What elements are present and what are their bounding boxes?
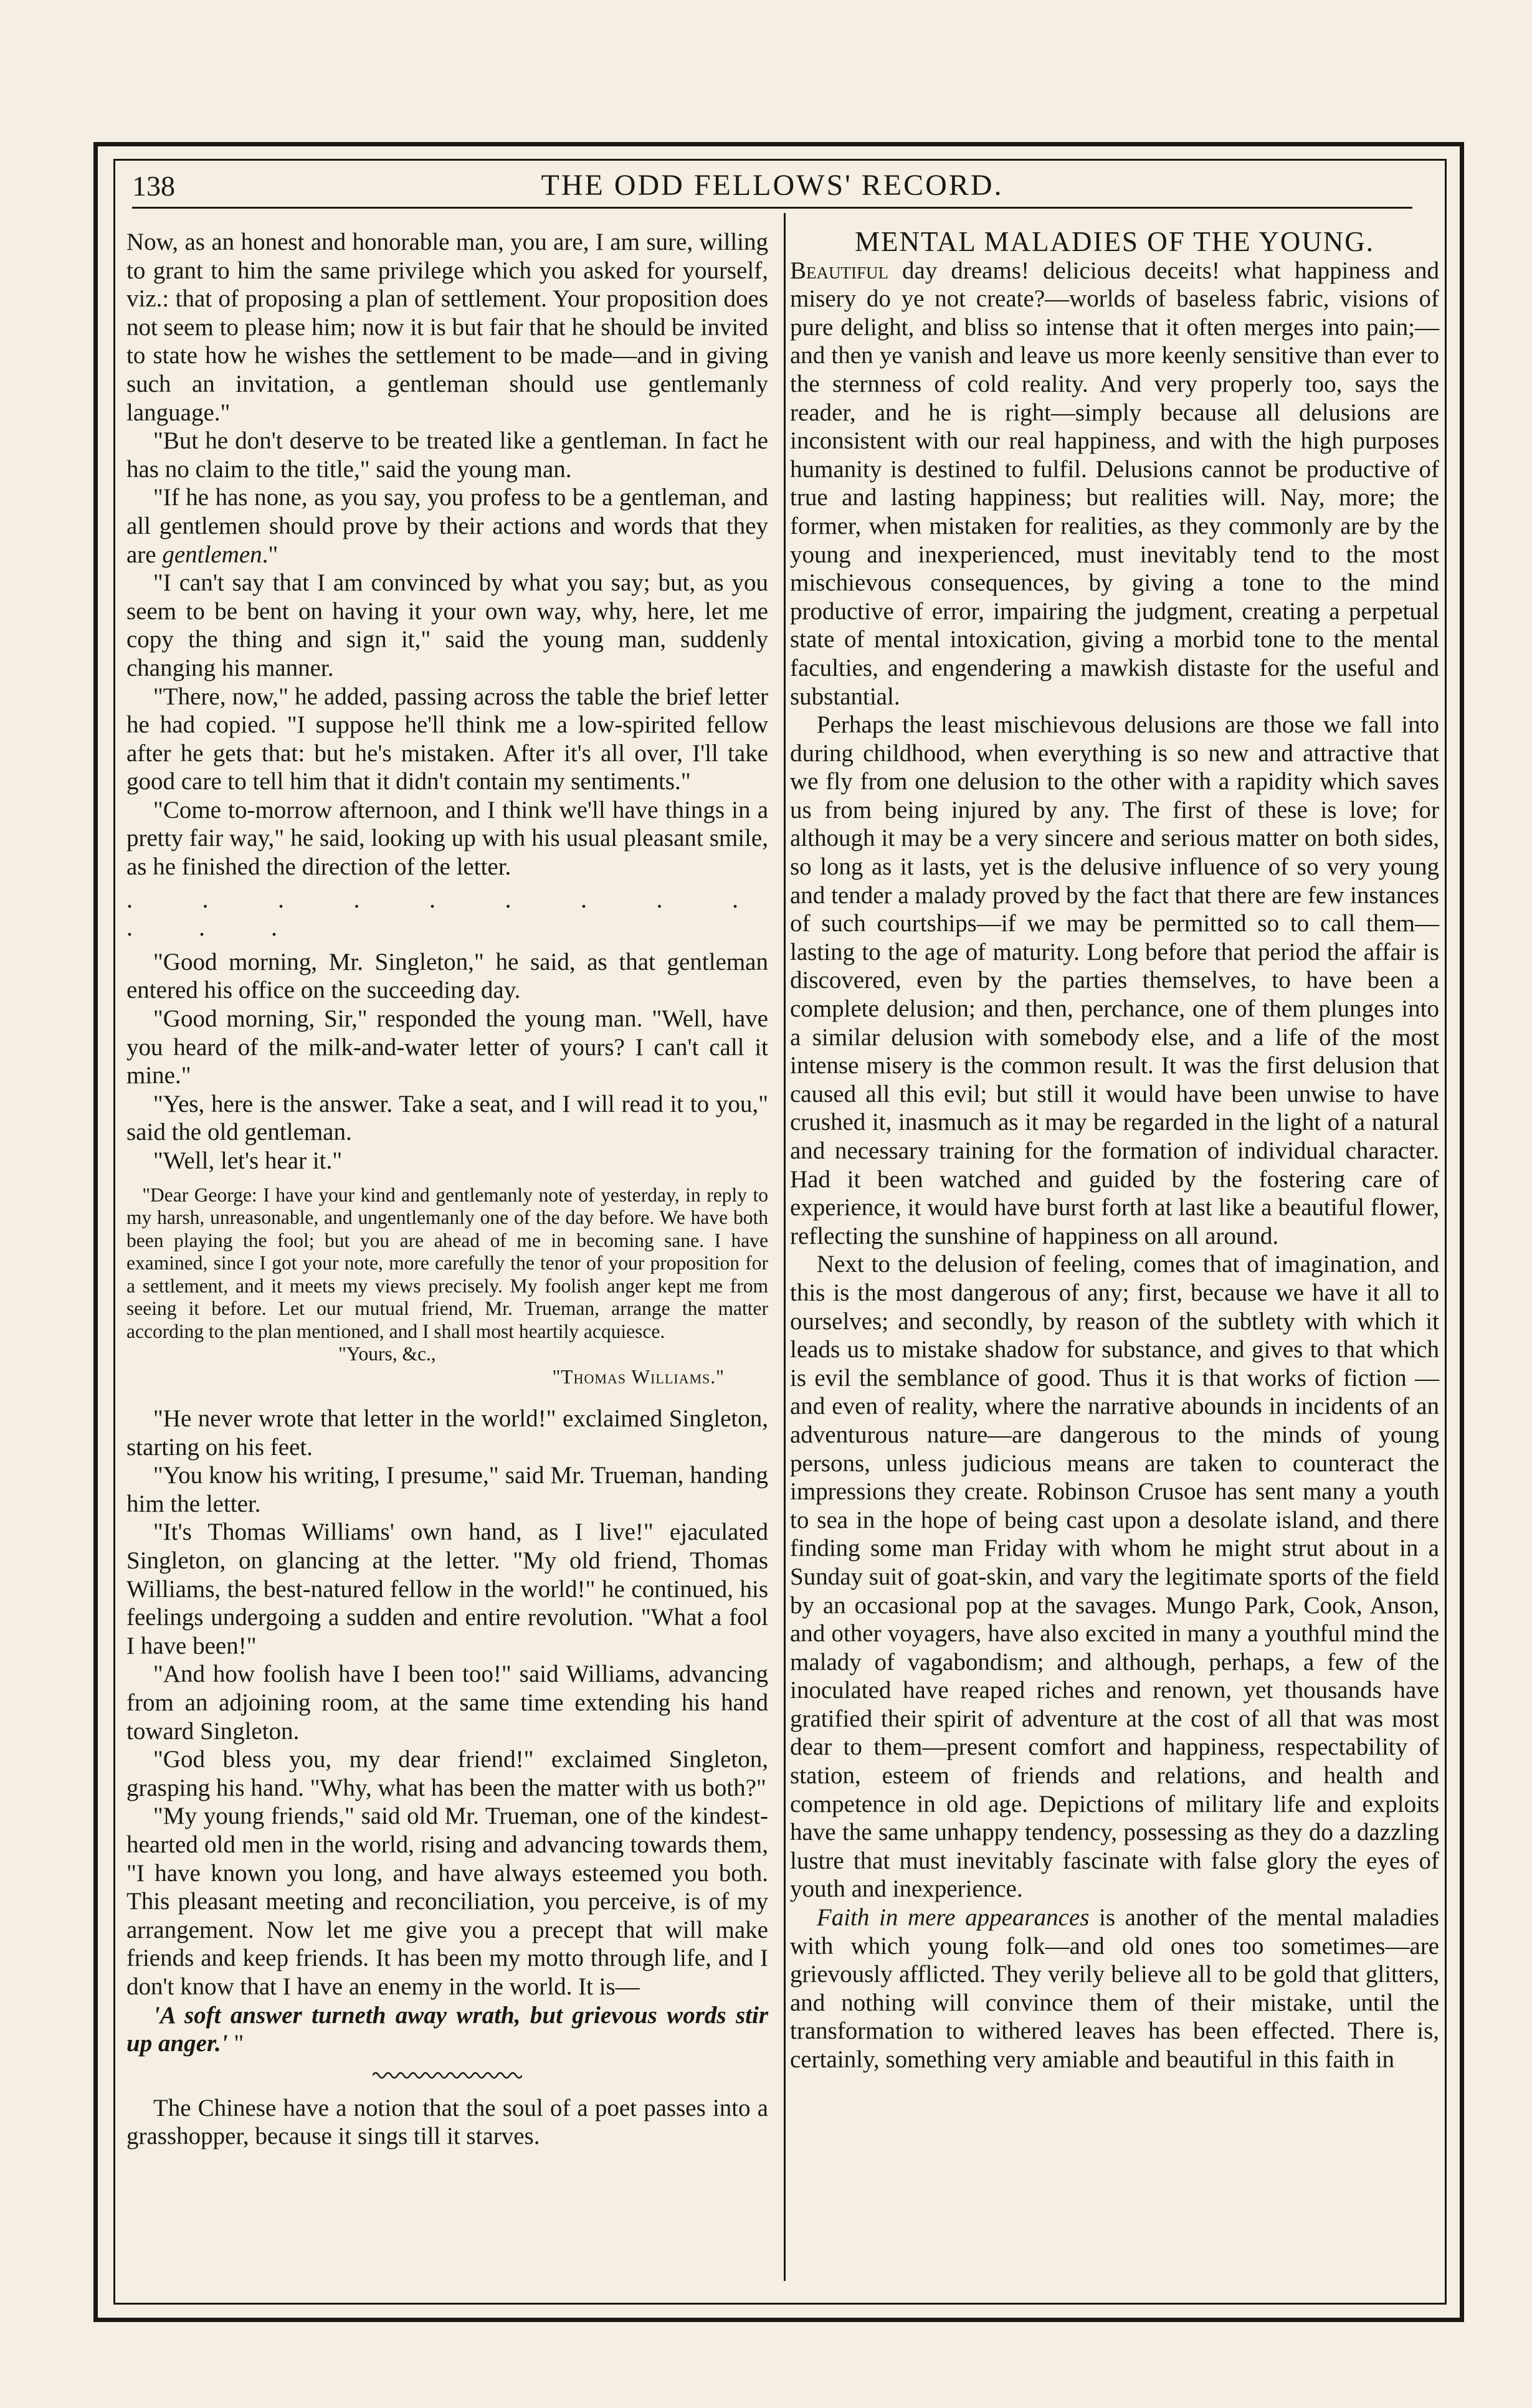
running-title: THE ODD FELLOWS' RECORD. (541, 169, 1004, 202)
right-column (790, 228, 1439, 2074)
lead-word: Beautiful (790, 257, 888, 284)
paragraph: Next to the delusion of feeling, comes that of imagination, and this is the most dangerous of any; first, because we have it all to ourselves; and secondly, by reason of the subtlety with which it leads us to mistake shadow for substance, and gives to that which is evil the semblance of good. Thus it is that works of fiction —and even of reality, where the narrative abounds in incidents of an adventurous nature—are dangerous to the minds of young persons, unless judicious means are taken to counteract the impressions they create. Robinson Crusoe has sent many a youth to sea in the hope of being cast upon a desolate island, and there finding some man Friday with whom he might strut about in a Sunday suit of goat-skin, and vary the legitimate sports of the field by an occasional pop at the savages. Mungo Park, Cook, Anson, and other voyagers, have also excited in many a youthful mind the malady of vagabondism; and although, perhaps, a few of the inoculated have reaped riches and renown, yet thousands have gratified their spirit of adventure at the cost of all that was most dear to them—present comfort and happiness, respectability of station, esteem of friends and relations, and health and competence in old age. Depictions of military life and exploits have the same unhappy tendency, possessing as they do a dazzling lustre that must inevitably fascinate with false glory the eyes of youth and inexperience. (790, 1251, 1439, 1903)
paragraph: "Come to-morrow afternoon, and I think we'll have things in a pretty fair way," he said, looking up with his usual pleasant smile, as he finished the direction of the letter. (126, 796, 768, 881)
article-title: MENTAL MALADIES OF THE YOUNG. (855, 226, 1374, 257)
paragraph: "Yes, here is the answer. Take a seat, and I will read it to you," said the old gentleman. (126, 1090, 768, 1146)
paragraph: "But he don't deserve to be treated like a gentleman. In fact he has no claim to the title," said the young man. (126, 427, 768, 483)
paragraph: "And how foolish have I been too!" said Williams, advancing from an adjoining room, at the same time extending his hand toward Singleton. (126, 1661, 768, 1745)
wavy-divider (126, 2068, 768, 2085)
paragraph: "There, now," he added, passing across the table the brief letter he had copied. "I suppose he'll think me a low-spirited fellow after he gets that: but he's mistaken. After it's all over, I'll take good care to tell him that it didn't contain my sentiments." (126, 683, 768, 795)
page-header (132, 163, 1412, 207)
paragraph: Beautiful day dreams! delicious deceits! what happiness and misery do ye not create?—worlds of baseless fabric, visions of pure delight, and bliss so intense that it often merges into pain;—and then ye vanish and leave us more keenly sensitive than ever to the sternness of cold reality. And very properly too, says the reader, and he is right—simply because all delusions are inconsistent with our real happiness, and with the high purposes humanity is destined to fulfil. Delusions cannot be productive of true and lasting happiness; but realities will. Nay, more; the former, when mistaken for realities, as they commonly are by the young and inexperienced, must inevitably tend to the most mischievous consequences, by giving a tone to the mind productive of error, impairing the judgment, creating a perpetual state of mental intoxication, giving a morbid tone to the mental faculties, and engendering a mawkish distaste for the useful and substantial. (790, 257, 1439, 710)
quoted-letter (126, 1184, 768, 1389)
emphasis: gentlemen (162, 541, 262, 568)
emphasis: Faith in mere appearances (816, 1904, 1090, 1932)
paragraph: "My young friends," said old Mr. Trueman, one of the kindest-hearted old men in the world, rising and advancing towards them, "I have known you long, and have always esteemed you both. This pleasant meeting and reconciliation, you perceive, is of my arrangement. Now let me give you a precept that will make friends and keep friends. It has been my motto through life, and I don't know that I have an enemy in the world. It is— (126, 1803, 768, 2000)
letter-signature: "Thomas Williams." (552, 1365, 725, 1388)
column-divider (784, 213, 786, 2281)
left-column (126, 228, 768, 2151)
spacer (126, 1388, 768, 1405)
paragraph: "I can't say that I am convinced by what you say; but, as you seem to be bent on having it your own way, why, here, let me copy the thing and sign it," said the young man, suddenly changing his manner. (126, 569, 768, 681)
paragraph: Faith in mere appearances is another of the mental maladies with which young folk—and old ones too sometimes—are grievously afflicted. They verily believe all to be gold that glitters, and nothing will convince them of their mistake, until the transformation to withered leaves has been effected. There is, certainly, something very amiable and beautiful in this faith in (790, 1904, 1439, 2073)
paragraph: "Good morning, Mr. Singleton," he said, as that gentleman entered his office on the succeeding day. (126, 948, 768, 1004)
motto-paragraph: 'A soft answer turneth away wrath, but grievous words stir up anger.' " (126, 2001, 768, 2057)
paragraph: "It's Thomas Williams' own hand, as I live!" ejaculated Singleton, on glancing at the letter. "My old friend, Thomas Williams, the best-natured fellow in the world!" he continued, his feelings undergoing a sudden and entire revolution. "What a fool I have been!" (126, 1519, 768, 1659)
paragraph: Perhaps the least mischievous delusions are those we fall into during childhood, when everything is so new and attractive that we fly from one delusion to the other with a rapidity which saves us from being injured by any. The first of these is love; for although it may be a very sincere and serious matter on both sides, so long as it lasts, yet is the delusive influence of so very young and tender a malady proved by the fact that there are few instances of such courtships—if we may be permitted so to call them—lasting to the age of maturity. Long before that period the affair is discovered, even by the parties themselves, to have been a complete delusion; and then, perchance, one of them plunges into a similar delusion with somebody else, and a life of the most intense misery is the common result. It was the first delusion that caused all this evil; but still it would have been unwise to have crushed it, inasmuch as it may be regarded in the light of a natural and necessary training for the formation of individual character. Had it been watched and guided by the fostering care of experience, it would have burst forth at last like a beautiful flower, reflecting the sunshine of happiness on all around. (790, 711, 1439, 1249)
paragraph: "He never wrote that letter in the world!" exclaimed Singleton, starting on his feet. (126, 1405, 768, 1461)
motto-quote: 'A soft answer turneth away wrath, but grievous words stir up anger.' (126, 2001, 768, 2057)
page-number: 138 (132, 170, 175, 202)
paragraph: "God bless you, my dear friend!" exclaimed Singleton, grasping his hand. "Why, what has been the matter with us both?" (126, 1746, 768, 1801)
paragraph: "You know his writing, I presume," said Mr. Trueman, handing him the letter. (126, 1462, 768, 1517)
paragraph: "Good morning, Sir," responded the young man. "Well, have you heard of the milk-and-water letter of yours? I can't call it mine." (126, 1005, 768, 1089)
paragraph: "If he has none, as you say, you profess to be a gentleman, and all gentlemen should prove by their actions and words that they are gentlemen." (126, 484, 768, 568)
paragraph: Now, as an honest and honorable man, you are, I am sure, willing to grant to him the same privilege which you asked for yourself, viz.: that of proposing a plan of settlement. Your proposition does not seem to please him; now it is but fair that he should be invited to state how he wishes the settlement to be made—and in giving such an invitation, a gentleman should use gentlemanly language." (126, 229, 768, 426)
paragraph: The Chinese have a notion that the soul of a poet passes into a grasshopper, because it sings till it starves. (126, 2094, 768, 2150)
letter-body: "Dear George: I have your kind and gentlemanly note of yesterday, in reply to my harsh, unreasonable, and ungentlemanly one of the day before. We have both been playing the fool; but you are ahead of me in becoming sane. I have examined, since I got your note, more carefully the tenor of your proposition for a settlement, and it meets my views precisely. My foolish anger kept me from seeing it before. Let our mutual friend, Mr. Trueman, arrange the matter according to the plan mentioned, and I shall most heartily acquiesce. (126, 1183, 768, 1342)
paragraph: "Well, let's hear it." (153, 1147, 343, 1174)
header-rule (132, 207, 1412, 209)
section-break-dots: . . . . . . . . . . . . (126, 884, 768, 942)
wavy-rule-ornament (373, 2068, 522, 2083)
letter-closing: "Yours, &c., (338, 1343, 436, 1365)
